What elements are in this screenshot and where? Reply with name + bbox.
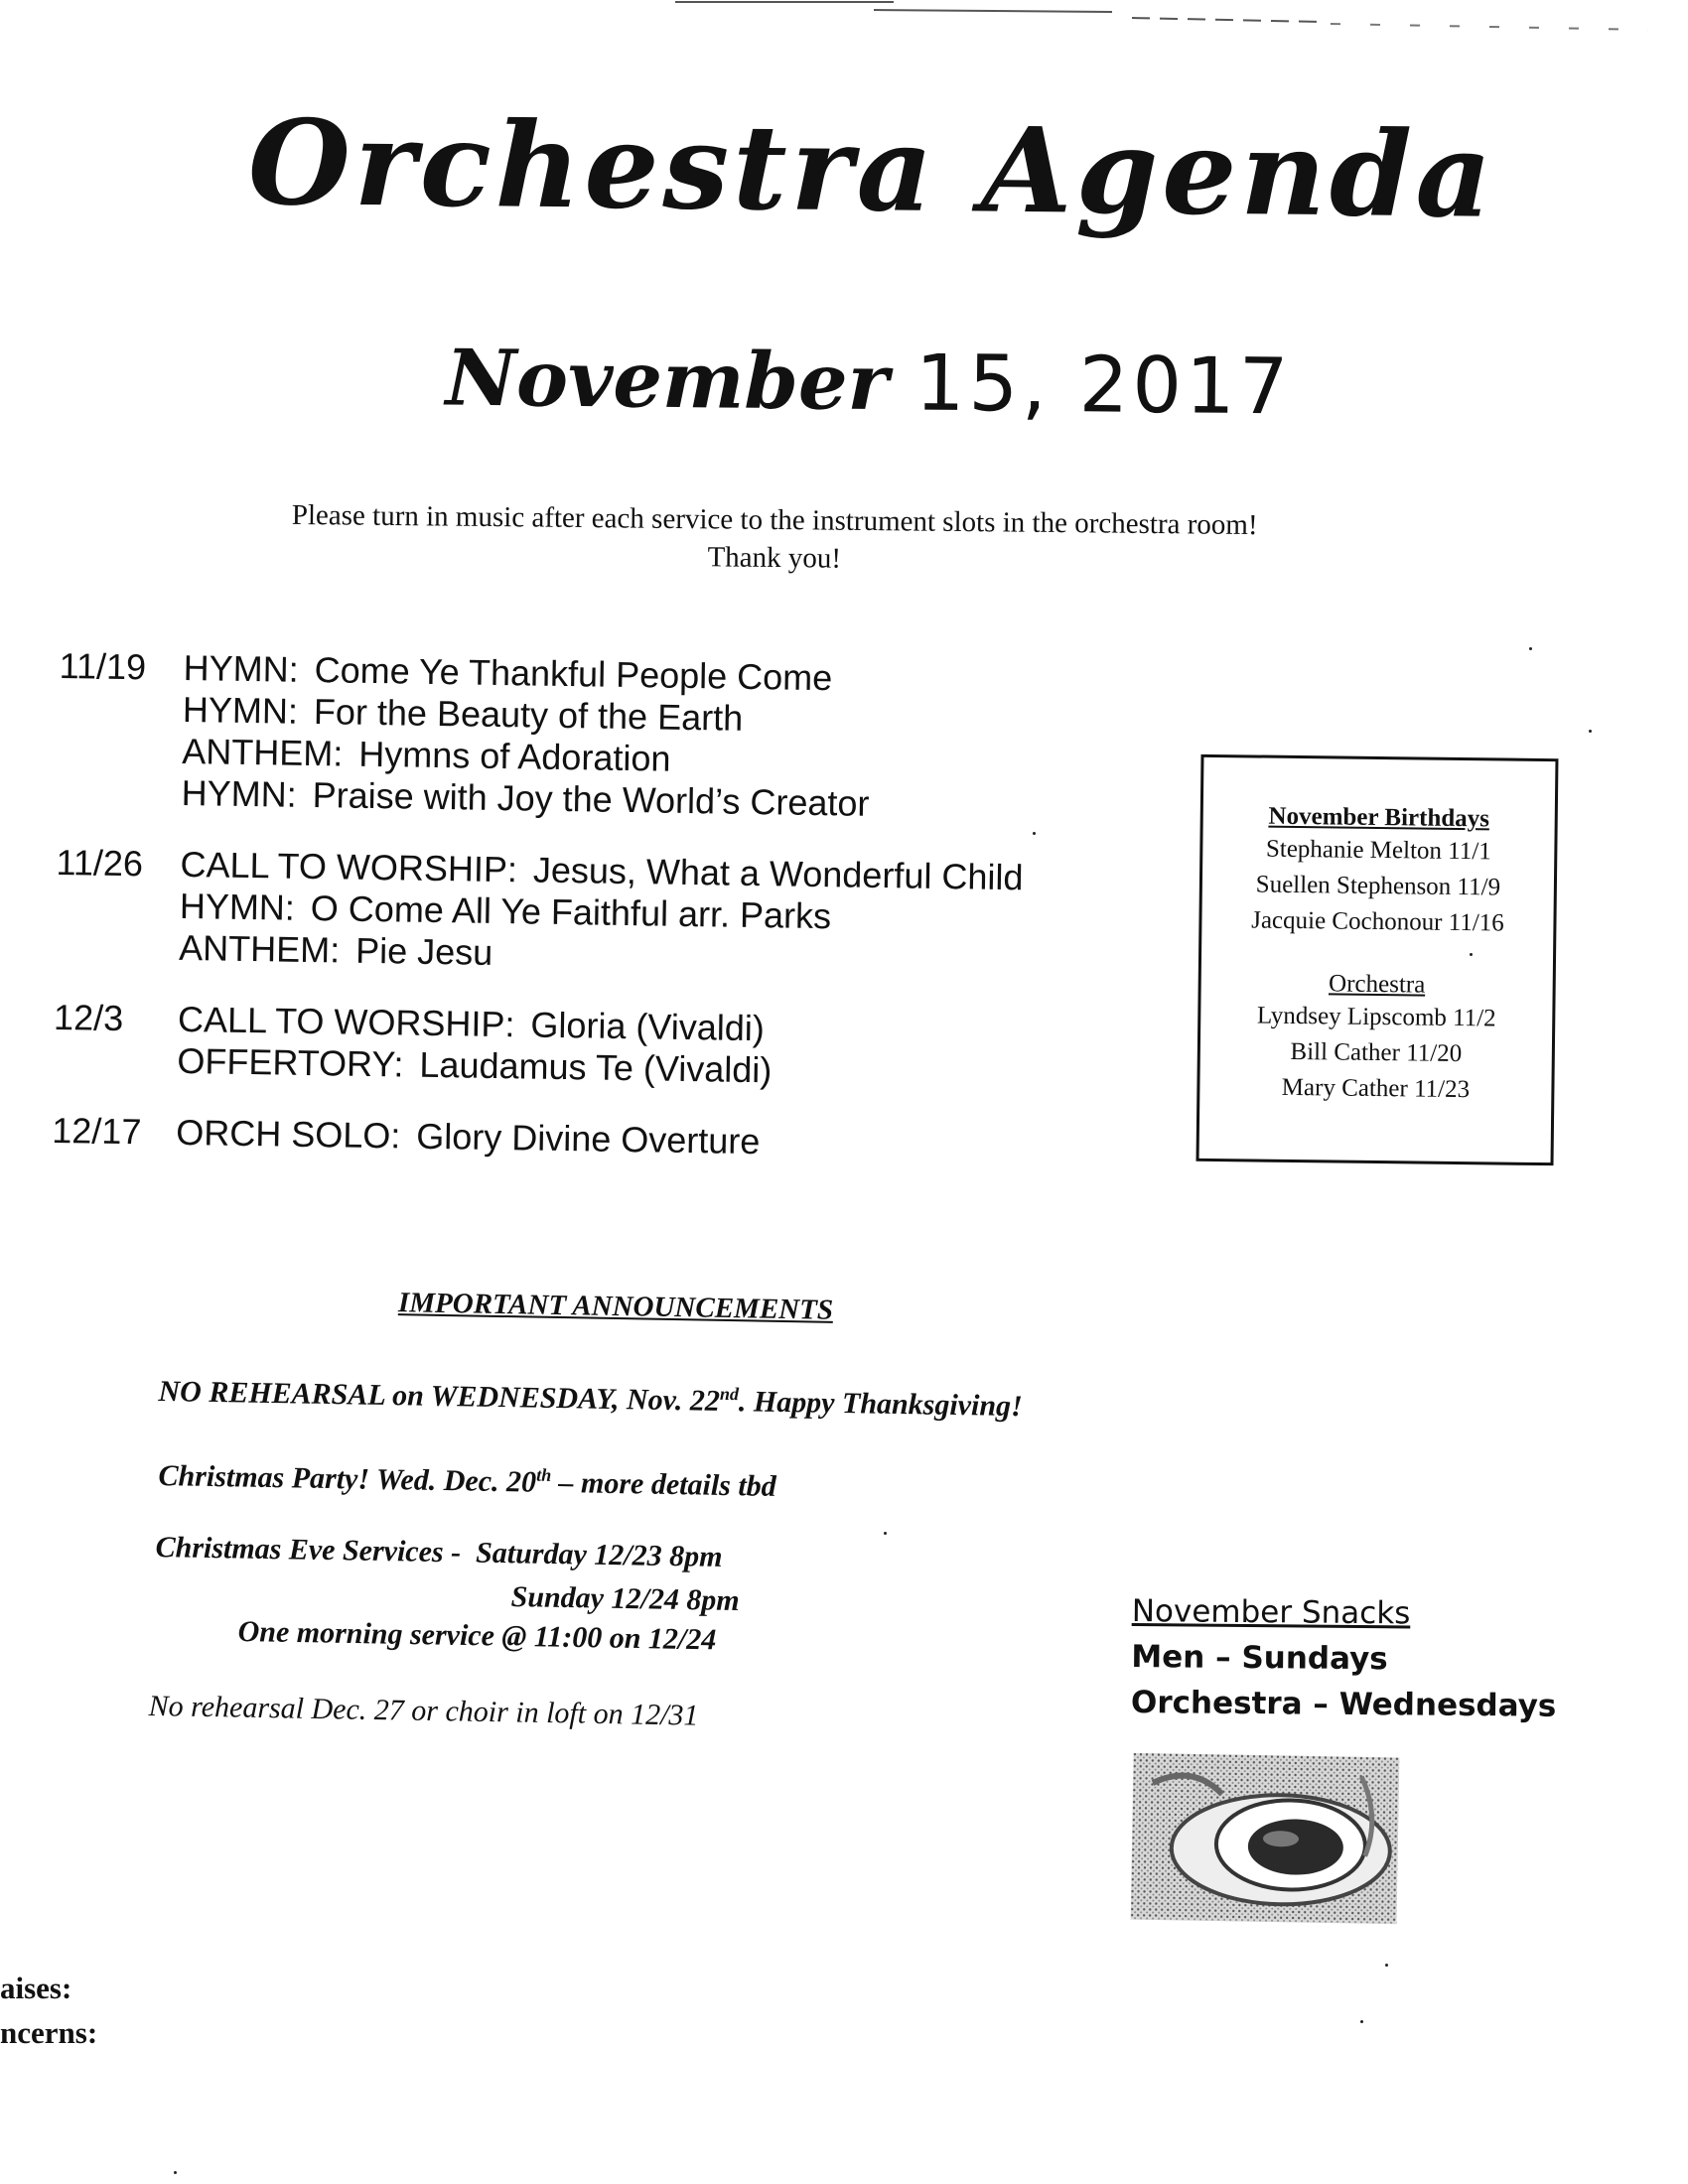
item-title: Laudamus Te (Vivaldi) <box>419 1043 773 1091</box>
scan-speck <box>1385 1964 1388 1967</box>
concerns-label: ncerns: <box>0 2015 98 2050</box>
coffee-cup-image <box>1131 1753 1400 1925</box>
announcement-no-rehearsal <box>158 1365 1023 1426</box>
announcement-morning-service: One morning service @ 11:00 on 12/24 <box>237 1614 717 1657</box>
service-block <box>52 1110 1175 1169</box>
birthdays-title: November Birthdays <box>1268 802 1490 833</box>
service-date: 12/17 <box>52 1109 142 1153</box>
announcement-christmas-eve <box>155 1529 722 1576</box>
snacks-section <box>1131 1588 1589 1729</box>
announcement-text: Saturday 12/23 8pm <box>475 1536 723 1573</box>
service-block <box>53 997 1176 1098</box>
snacks-line: Men – Sundays <box>1131 1638 1388 1678</box>
item-title: Come Ye Thankful People Come <box>314 649 833 699</box>
announcement-text: NO REHEARSAL on WEDNESDAY, Nov. 22 <box>158 1374 721 1418</box>
announcement-text: – more details tbd <box>550 1465 776 1503</box>
orchestra-birthday-entry: Bill Cather 11/20 <box>1290 1037 1463 1068</box>
birthday-entry: Jacquie Cochonour 11/16 <box>1251 906 1504 937</box>
ordinal-suffix: nd <box>719 1383 740 1405</box>
scan-speck <box>174 2171 177 2174</box>
service-item <box>176 1112 1175 1169</box>
scan-speck <box>884 1532 887 1535</box>
orchestra-birthday-entry: Lyndsey Lipscomb 11/2 <box>1256 1002 1496 1032</box>
scan-speck <box>1470 953 1473 956</box>
item-title: Gloria (Vivaldi) <box>530 1004 766 1049</box>
item-kind: HYMN: <box>179 885 296 928</box>
announcement-text: Christmas Eve Services - <box>155 1530 462 1570</box>
agenda-date <box>348 333 1391 434</box>
announcements-heading: IMPORTANT ANNOUNCEMENTS <box>397 1287 834 1326</box>
service-schedule <box>52 645 1182 1199</box>
item-title: For the Beauty of the Earth <box>313 691 744 739</box>
orchestra-birthday-entry: Mary Cather 11/23 <box>1281 1073 1471 1104</box>
announcement-no-rehearsal-dec: No rehearsal Dec. 27 or choir in loft on 12/31 <box>148 1689 699 1732</box>
scan-speck <box>1360 2020 1363 2023</box>
orchestra-birthdays-title: Orchestra <box>1328 970 1426 999</box>
service-block <box>55 842 1179 985</box>
announcement-christmas-party <box>158 1449 776 1506</box>
praises-label: aises: <box>0 1971 72 2005</box>
service-date: 12/3 <box>53 996 124 1039</box>
scan-speck <box>1033 832 1036 835</box>
scan-speck <box>1529 647 1532 650</box>
item-title: Hymns of Adoration <box>357 733 671 779</box>
ordinal-suffix: th <box>536 1464 552 1485</box>
item-kind: HYMN: <box>183 646 299 690</box>
snacks-line: Orchestra – Wednesdays <box>1130 1684 1557 1724</box>
notice-line-2: Thank you! <box>707 541 842 575</box>
item-kind: ANTHEM: <box>178 926 341 971</box>
music-notice <box>199 495 1351 583</box>
item-kind: CALL TO WORSHIP: <box>177 998 515 1045</box>
item-kind: HYMN: <box>181 771 297 815</box>
announcement-text: . Happy Thanksgiving! <box>738 1385 1024 1424</box>
item-kind: HYMN: <box>182 688 299 732</box>
announcement-text: Christmas Party! Wed. Dec. 20 <box>158 1458 537 1499</box>
item-title: Jesus, What a Wonderful Child <box>532 849 1024 898</box>
item-title: Praise with Joy the World’s Creator <box>312 774 870 824</box>
date-day-year: 15, 2017 <box>914 339 1293 433</box>
item-kind: ANTHEM: <box>182 730 344 774</box>
item-title: Pie Jesu <box>354 929 493 973</box>
announcement-christmas-eve-sunday: Sunday 12/24 8pm <box>510 1579 740 1618</box>
snacks-title: November Snacks <box>1131 1592 1411 1632</box>
item-title: Glory Divine Overture <box>416 1115 761 1162</box>
scan-speck <box>1589 730 1592 733</box>
service-date: 11/26 <box>56 841 144 885</box>
service-date: 11/19 <box>59 645 147 688</box>
notice-line-1: Please turn in music after each service to the instrument slots in the orchestra room! <box>291 498 1258 542</box>
item-kind: OFFERTORY: <box>177 1039 404 1085</box>
scan-artifact-lines <box>0 0 1688 40</box>
page-title: Orchestra Agenda <box>247 92 1496 244</box>
date-month: November <box>445 333 890 429</box>
item-title: O Come All Ye Faithful arr. Parks <box>310 887 832 937</box>
item-kind: ORCH SOLO: <box>175 1111 401 1157</box>
birthday-entry: Suellen Stephenson 11/9 <box>1255 871 1501 901</box>
birthday-entry: Stephanie Melton 11/1 <box>1265 835 1491 866</box>
birthdays-box <box>1196 754 1559 1165</box>
item-kind: CALL TO WORSHIP: <box>180 843 518 890</box>
service-block <box>57 645 1181 830</box>
